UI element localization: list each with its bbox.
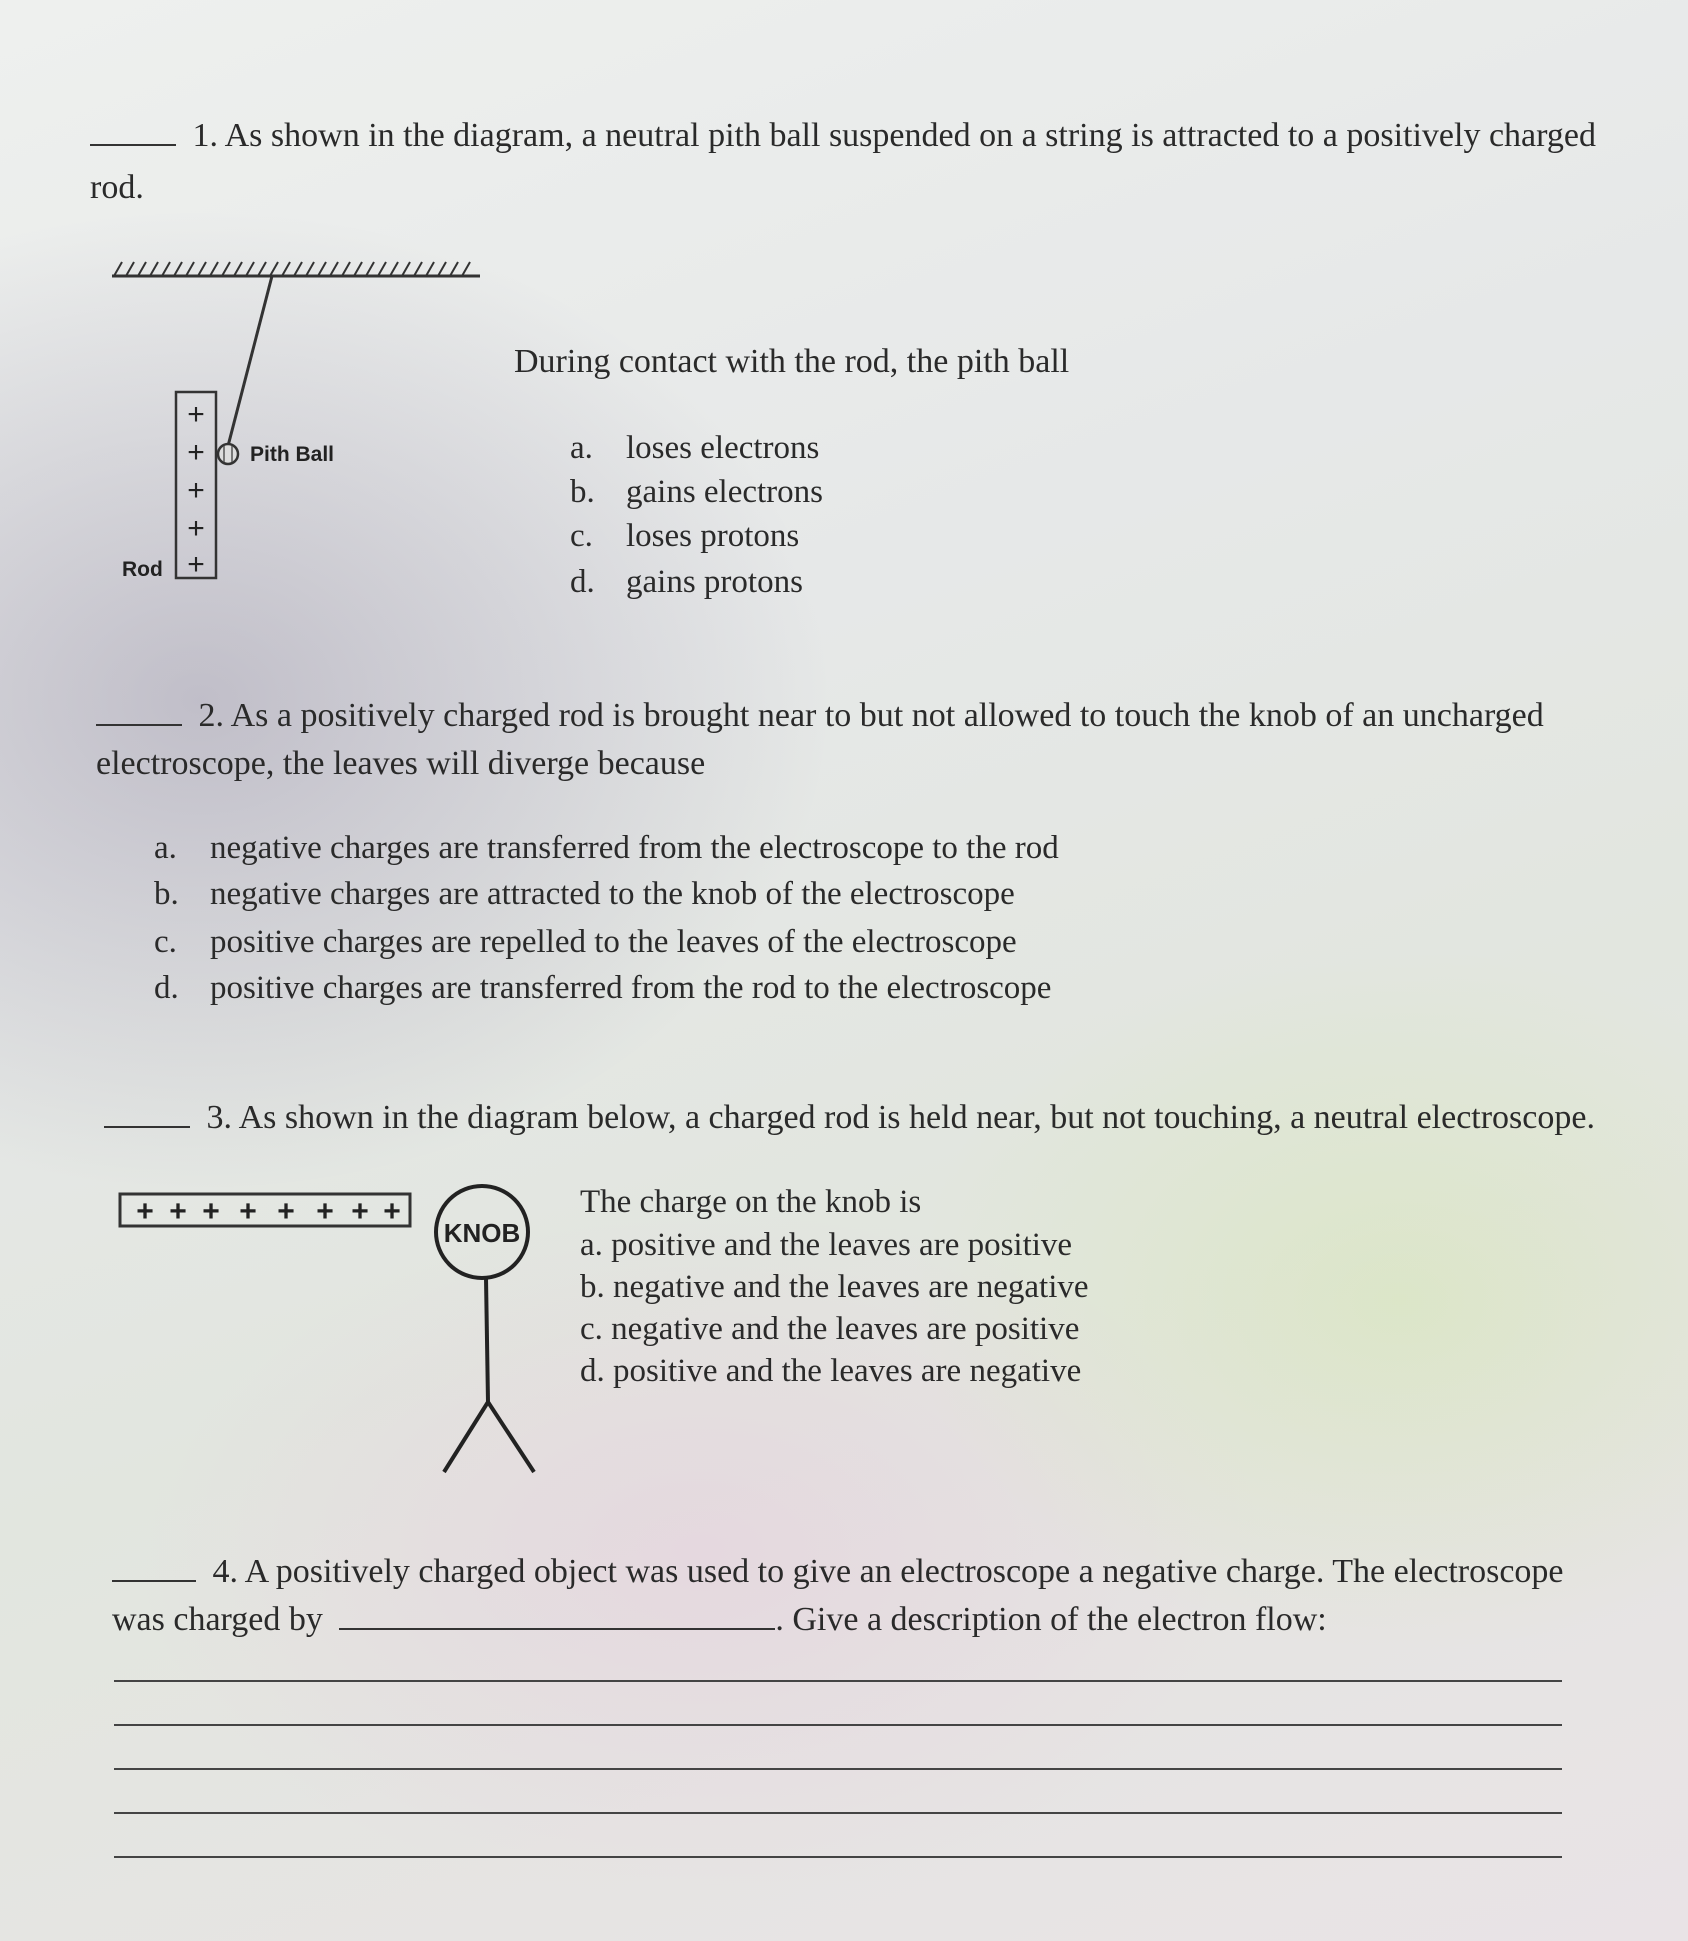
q3-stem-line1 <box>104 1094 1684 1142</box>
q1-stem-part1: As shown in the diagram, a neutral pith ball suspended on a string is attracted to a positively charged <box>224 117 1596 154</box>
q3-rod-plus-1: + <box>136 1195 154 1228</box>
knob-label: KNOB <box>443 1218 521 1248</box>
q2-option-d[interactable]: d. positive charges are transferred from the rod to the electroscope <box>154 970 1052 1006</box>
q3-option-a[interactable]: a. positive and the leaves are positive <box>580 1227 1073 1263</box>
q3-rod-plus-4: + <box>239 1195 257 1228</box>
q3-rod-plus-2: + <box>169 1195 187 1228</box>
q2-option-a[interactable]: a. negative charges are transferred from the electroscope to the rod <box>154 830 1059 866</box>
q3-number: 3. <box>206 1099 232 1136</box>
electroscope-leaf-right <box>488 1402 534 1472</box>
q3-option-c[interactable]: c. negative and the leaves are positive <box>580 1311 1080 1347</box>
q2-option-b[interactable]: b. negative charges are attracted to the knob of the electroscope <box>154 876 1015 912</box>
q4-stem-part1: A positively charged object was used to give an electroscope a negative charge. The electroscope <box>244 1553 1564 1590</box>
q1-option-c[interactable]: c. loses protons <box>570 518 800 554</box>
q1-number: 1. <box>192 117 218 154</box>
q1-option-d[interactable]: d. gains protons <box>570 564 803 600</box>
q1-pith-ball-diagram <box>100 240 500 600</box>
q3-rod-plus-8: + <box>383 1195 401 1228</box>
rod-plus-5: + <box>187 548 205 581</box>
q4-stem-line2 <box>112 1596 1327 1644</box>
q4-stem-part3: . Give a description of the electron flow: <box>775 1601 1327 1638</box>
q4-answer-line-5[interactable] <box>114 1856 1562 1858</box>
q4-stem-line1 <box>112 1548 1672 1596</box>
electroscope-leaf-left <box>444 1402 488 1472</box>
q3-option-b[interactable]: b. negative and the leaves are negative <box>580 1269 1089 1305</box>
q3-prompt: The charge on the knob is <box>580 1184 922 1220</box>
q4-stem-part2: was charged by <box>112 1601 323 1638</box>
q2-answer-blank[interactable] <box>96 724 182 726</box>
rod-plus-3: + <box>187 474 205 507</box>
q3-rod-plus-6: + <box>316 1195 334 1228</box>
q3-answer-blank[interactable] <box>104 1126 190 1128</box>
q1-option-b[interactable]: b. gains electrons <box>570 474 824 510</box>
q2-stem-line2: electroscope, the leaves will diverge because <box>96 745 706 782</box>
q3-option-d[interactable]: d. positive and the leaves are negative <box>580 1353 1082 1389</box>
q2-stem-part1: As a positively charged rod is brought near to but not allowed to touch the knob of an uncharged <box>230 697 1544 734</box>
q1-option-a[interactable]: a. loses electrons <box>570 430 820 466</box>
rod-plus-2: + <box>187 436 205 469</box>
q1-answer-blank[interactable] <box>90 144 176 146</box>
q3-electroscope-diagram <box>110 1170 550 1480</box>
q3-rod-plus-3: + <box>202 1195 220 1228</box>
electroscope-stem <box>486 1278 488 1402</box>
q4-answer-line-3[interactable] <box>114 1768 1562 1770</box>
q3-stem: As shown in the diagram below, a charged rod is held near, but not touching, a neutral electroscope. <box>238 1099 1595 1136</box>
rod-plus-4: + <box>187 512 205 545</box>
pith-ball <box>218 444 238 464</box>
q4-answer-blank[interactable] <box>112 1580 196 1582</box>
pith-ball-label: Pith Ball <box>250 443 335 466</box>
q4-method-blank[interactable] <box>339 1628 775 1630</box>
q4-answer-line-2[interactable] <box>114 1724 1562 1726</box>
q4-answer-line-1[interactable] <box>114 1680 1562 1682</box>
q4-answer-line-4[interactable] <box>114 1812 1562 1814</box>
q1-stem-line2: rod. <box>90 169 144 206</box>
q1-stem-line1 <box>90 112 1670 160</box>
rod-label: Rod <box>122 558 163 581</box>
rod-plus-1: + <box>187 398 205 431</box>
q4-number: 4. <box>212 1553 238 1590</box>
pith-ball-string <box>228 276 272 446</box>
q2-stem-line1 <box>96 692 1676 740</box>
q3-rod-plus-7: + <box>351 1195 369 1228</box>
ceiling-hatch <box>114 262 470 276</box>
q2-number: 2. <box>198 697 224 734</box>
q2-option-c[interactable]: c. positive charges are repelled to the leaves of the electroscope <box>154 924 1017 960</box>
q1-prompt: During contact with the rod, the pith ball <box>514 343 1070 380</box>
q3-rod-plus-5: + <box>277 1195 295 1228</box>
